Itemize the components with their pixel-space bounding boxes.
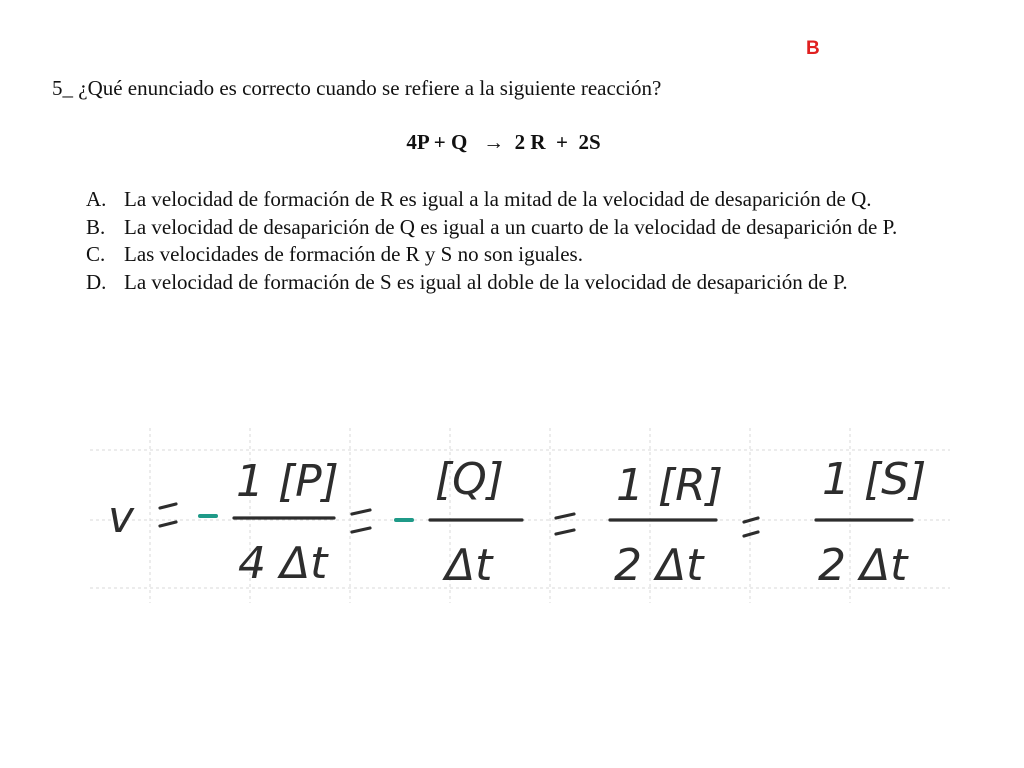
numerator-s: 1 [S]: [822, 454, 927, 505]
option-d: [86, 269, 956, 297]
denominator-s: 2 Δt: [818, 540, 908, 591]
rate-symbol: v: [108, 492, 135, 543]
equals-sign: [160, 504, 176, 526]
option-text: La velocidad de desaparición de Q es igual a un cuarto de la velocidad de desaparición de P.: [124, 214, 898, 239]
answer-letter: B: [806, 38, 820, 59]
reaction-equation: 4P + Q → 2 R + 2S: [406, 130, 601, 154]
options-list: [86, 186, 956, 296]
numerator-q: [Q]: [435, 454, 504, 505]
option-a: [86, 186, 956, 214]
question-text: 5_ ¿Qué enunciado es correcto cuando se refiere a la siguiente reacción?: [52, 76, 662, 100]
denominator-r: 2 Δt: [614, 540, 704, 591]
equals-sign: [556, 514, 574, 534]
denominator-q: Δt: [445, 540, 493, 591]
option-c: [86, 241, 956, 269]
option-text: Las velocidades de formación de R y S no son iguales.: [124, 242, 583, 266]
numerator-r: 1 [R]: [616, 460, 723, 511]
numerator-p: 1 [P]: [236, 456, 339, 507]
denominator-p: 4 Δt: [238, 538, 328, 589]
option-letter: D.: [86, 269, 107, 294]
option-letter: B.: [86, 214, 106, 239]
equals-sign: [744, 518, 758, 536]
equals-sign: [352, 510, 370, 532]
option-text: La velocidad de formación de R es igual a la mitad de la velocidad de desaparición de Q.: [124, 187, 872, 211]
option-text: La velocidad de formación de S es igual al doble de la velocidad de desaparición de P.: [124, 269, 848, 294]
option-b: [86, 214, 956, 242]
option-letter: A.: [86, 187, 107, 211]
handwritten-rate-equation: [90, 428, 950, 608]
option-letter: C.: [86, 242, 106, 266]
